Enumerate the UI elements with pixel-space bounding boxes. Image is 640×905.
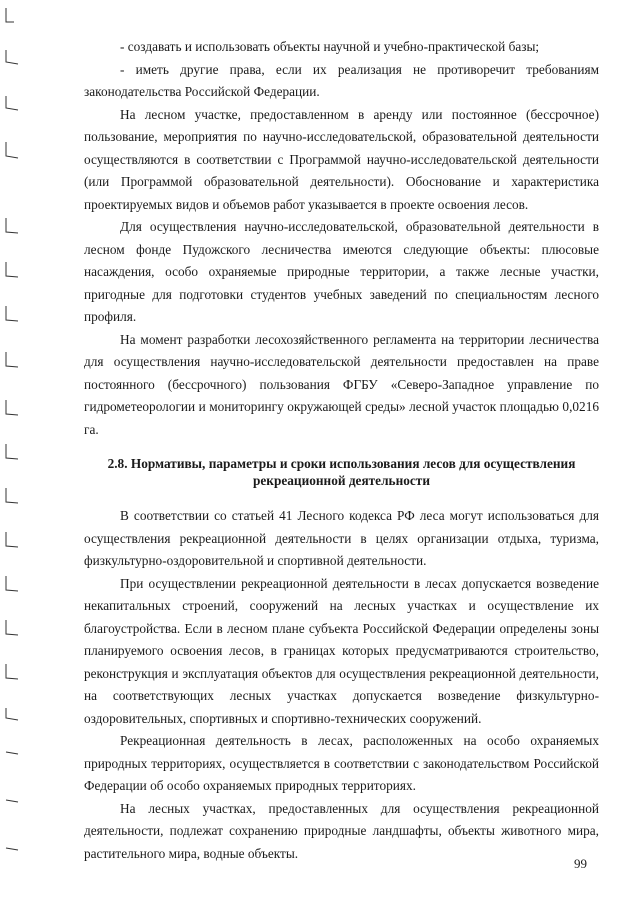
paragraph: При осуществлении рекреационной деятельности в лесах допускается возведение некапитальных строений, сооружений на лесных участках и осуществление их благоустройства. Если в лесном плане субъекта Российской Федерации определены зоны планируемого освоения лесов, в границах которых предусматриваются строительство, реконструкция и эксплуатация объектов для осуществления рекреационной деятельности, на соответствующих лесных участках допускается возведение физкультурно-оздоровительных, спортивных и спортивно-технических сооружений. [84,575,599,726]
paragraph: В соответствии со статьей 41 Лесного кодекса РФ леса могут использоваться для осуществления рекреационной деятельности в целях организации отдыха, туризма, физкультурно-оздоровительной и спортивной деятельности. [84,508,599,568]
section-heading [84,455,599,489]
binding-marks [0,0,40,905]
section-heading-line-2: рекреационной деятельности [253,473,430,488]
paragraph: На лесных участках, предоставленных для осуществления рекреационной деятельности, подлежат сохранению природные ландшафты, объекты животного мира, растительного мира, водные объекты. [84,800,599,861]
paragraph: На лесном участке, предоставленном в аренду или постоянное (бессрочное) пользование, мероприятия по научно-исследовательской, образовательной деятельности осуществляются в соответствии с Программой научно-исследовательской деятельности (или Программой образовательной деятельности). Обоснование и характеристика проектируемых видов и объемов работ указывается в проекте освоения лесов. [84,106,599,212]
paragraphs-after-heading [84,505,599,865]
paragraphs-before-heading [84,36,599,441]
paragraph: - создавать и использовать объекты научной и учебно-практической базы; [120,39,540,54]
document-body [84,36,599,865]
paragraph: Рекреационная деятельность в лесах, расположенных на особо охраняемых природных территориях, осуществляется в соответствии с законодательством Российской Федерации об особо охраняемых природных территориях. [84,733,599,793]
paragraph: На момент разработки лесохозяйственного регламента на территории лесничества для осуществления научно-исследовательской деятельности предоставлен на праве постоянного (бессрочного) пользования ФГБУ «Северо-Западное управление по гидрометеорологии и мониторингу окружающей среды» лесной участок площадью 0,0216 га. [84,331,599,437]
paragraph: Для осуществления научно-исследовательской, образовательной деятельности в лесном фонде Пудожского лесничества имеются следующие объекты: плюсовые насаждения, особо охраняемые природные территории, а также лесные участки, пригодные для подготовки студентов учебных заведений по специальностям лесного профиля. [84,219,599,324]
paragraph: - иметь другие права, если их реализация не противоречит требованиям законодательства Российской Федерации. [84,61,599,99]
page-number: 99 [574,856,587,871]
section-heading-line-1: 2.8. Нормативы, параметры и сроки использования лесов для осуществления [107,456,576,471]
